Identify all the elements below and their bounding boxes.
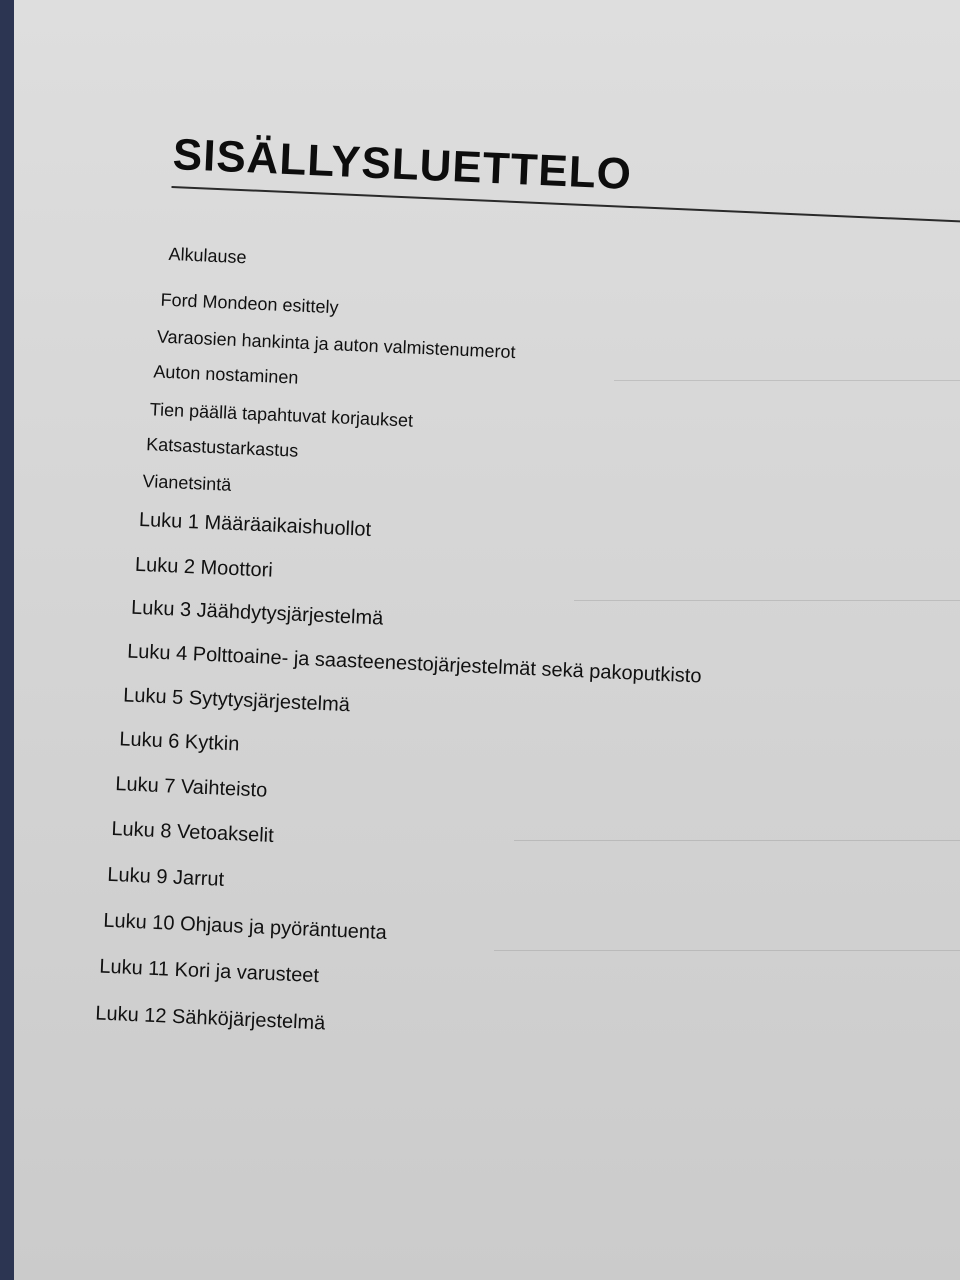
toc-entry: Vianetsintä [142,470,232,495]
toc-entry: Luku 8 Vetoakselit [110,817,275,848]
toc-entry: Luku 2 Moottori [134,553,274,582]
toc-entry: Varaosien hankinta ja auton valmistenumerot [156,326,516,363]
toc-entry: Tien päällä tapahtuvat korjaukset [149,399,414,431]
toc-entry: Luku 9 Jarrut [106,863,225,891]
toc-entry: Katsastustarkastus [145,434,299,461]
table-of-contents [94,130,960,1165]
toc-entry: Auton nostaminen [153,361,299,388]
toc-entry: Luku 10 Ohjaus ja pyöräntuenta [102,909,388,945]
toc-entry: Luku 3 Jäähdytysjärjestelmä [130,596,384,630]
book-page [14,0,960,1280]
toc-entry: Luku 4 Polttoaine- ja saasteenestojärjestelmät sekä pakoputkisto [126,640,702,688]
toc-entry: Alkulause [168,243,247,268]
toc-entry: Luku 5 Sytytysjärjestelmä [122,684,351,717]
toc-entry: Luku 6 Kytkin [118,728,240,756]
toc-entry: Luku 7 Vaihteisto [114,773,268,802]
toc-entry: Luku 1 Määräaikaishuollot [138,508,372,541]
toc-entry: Luku 12 Sähköjärjestelmä [94,1002,326,1035]
page-title: SISÄLLYSLUETTELO [171,130,633,199]
toc-entry: Ford Mondeon esittely [160,289,339,318]
toc-entry: Luku 11 Kori ja varusteet [98,955,320,988]
